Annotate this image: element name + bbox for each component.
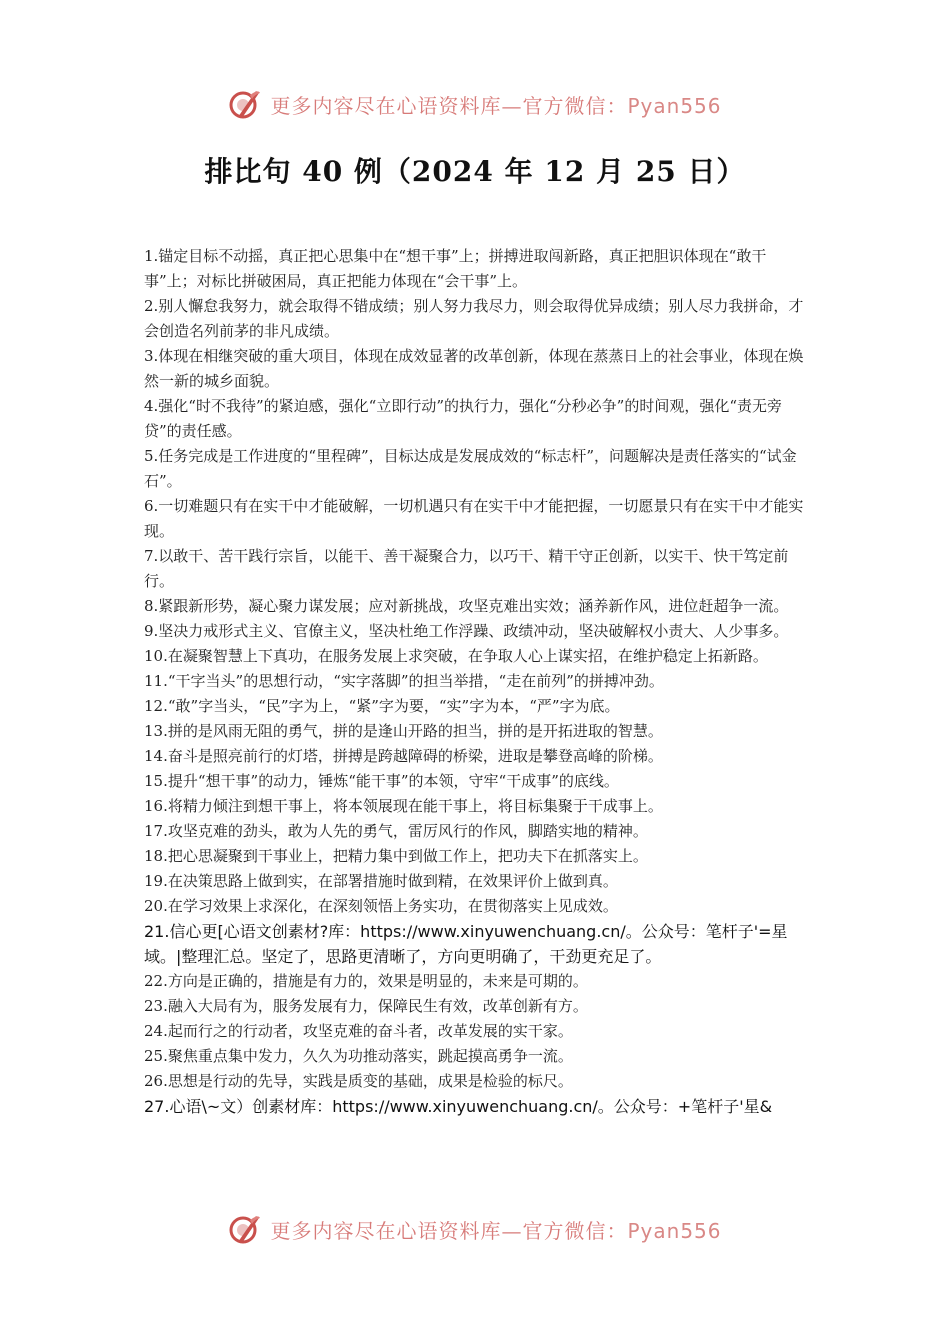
document-body [144,244,814,1119]
list-item: 3.体现在相继突破的重大项目，体现在成效显著的改革创新，体现在蒸蒸日上的社会事业，体现在焕然一新的城乡面貌。 [144,347,804,390]
banner-slogan: 更多内容尽在心语资料库—官方微信： [270,1218,628,1243]
list-item: 23.融入大局有为，服务发展有力，保障民生有效，改革创新有方。 [144,997,588,1015]
banner-slogan: 更多内容尽在心语资料库—官方微信： [270,93,628,118]
list-item: 25.聚焦重点集中发力，久久为功推动落实，跳起摸高勇争一流。 [144,1047,573,1065]
list-item: 7.以敢干、苦干践行宗旨，以能干、善干凝聚合力，以巧干、精干守正创新，以实干、快干笃定前行。 [144,547,789,590]
quill-logo-icon [228,87,262,121]
list-item: 14.奋斗是照亮前行的灯塔，拼搏是跨越障碍的桥梁，进取是攀登高峰的阶梯。 [144,747,663,765]
list-item: 21.信心更[心语文创素材?库：https://www.xinyuwenchuang.cn/。公众号：笔杆子'=星域。|整理汇总。坚定了，思路更清晰了，方向更明确了，干劲更充足了。 [144,922,788,966]
list-item: 4.强化“时不我待”的紧迫感，强化“立即行动”的执行力，强化“分秒必争”的时间观，强化“责无旁贷”的责任感。 [144,397,782,440]
list-item: 22.方向是正确的，措施是有力的，效果是明显的，未来是可期的。 [144,972,588,990]
list-item: 11.“干字当头”的思想行动，“实字落脚”的担当举措，“走在前列”的拼搏冲劲。 [144,672,664,690]
list-item: 9.坚决力戒形式主义、官僚主义，坚决杜绝工作浮躁、政绩冲动，坚决破解权小责大、人少事多。 [144,622,789,640]
list-item: 5.任务完成是工作进度的“里程碑”，目标达成是发展成效的“标志杆”，问题解决是责任落实的“试金石”。 [144,447,797,490]
banner-text [270,1215,721,1244]
list-item: 18.把心思凝聚到干事业上，把精力集中到做工作上，把功夫下在抓落实上。 [144,847,648,865]
wechat-id: Pyan556 [627,93,722,118]
list-item: 26.思想是行动的先导，实践是质变的基础，成果是检验的标尺。 [144,1072,573,1090]
list-item: 8.紧跟新形势，凝心聚力谋发展；应对新挑战，攻坚克难出实效；涵养新作风，进位赶超争一流。 [144,597,789,615]
list-item: 15.提升“想干事”的动力，锤炼“能干事”的本领，守牢“干成事”的底线。 [144,772,619,790]
list-item: 27.心语\~文）创素材库：https://www.xinyuwenchuang.cn/。公众号：+笔杆子'星& [144,1097,773,1116]
wechat-id: Pyan556 [627,1218,722,1243]
list-item: 2.别人懈怠我努力，就会取得不错成绩；别人努力我尽力，则会取得优异成绩；别人尽力我拼命，才会创造名列前茅的非凡成绩。 [144,297,804,340]
banner-text [270,90,721,119]
footer-banner [0,1207,950,1251]
list-item: 19.在决策思路上做到实，在部署措施时做到精，在效果评价上做到真。 [144,872,618,890]
list-item: 24.起而行之的行动者，攻坚克难的奋斗者，改革发展的实干家。 [144,1022,573,1040]
list-item: 16.将精力倾注到想干事上，将本领展现在能干事上，将目标集聚于干成事上。 [144,797,663,815]
quill-logo-icon [228,1212,262,1246]
list-item: 20.在学习效果上求深化，在深刻领悟上务实功，在贯彻落实上见成效。 [144,897,618,915]
page-title: 排比句 40 例（2024 年 12 月 25 日） [204,155,746,188]
list-item: 10.在凝聚智慧上下真功，在服务发展上求突破，在争取人心上谋实招，在维护稳定上拓新路。 [144,647,768,665]
list-item: 6.一切难题只有在实干中才能破解，一切机遇只有在实干中才能把握，一切愿景只有在实干中才能实现。 [144,497,804,540]
list-item: 12.“敢”字当头，“民”字为上，“紧”字为要，“实”字为本，“严”字为底。 [144,697,620,715]
list-item: 1.锚定目标不动摇，真正把心思集中在“想干事”上；拼搏进取闯新路，真正把胆识体现在“敢干事”上；对标比拼破困局，真正把能力体现在“会干事”上。 [144,247,767,290]
list-item: 17.攻坚克难的劲头，敢为人先的勇气，雷厉风行的作风，脚踏实地的精神。 [144,822,648,840]
header-banner [0,82,950,126]
list-item: 13.拼的是风雨无阻的勇气，拼的是逢山开路的担当，拼的是开拓进取的智慧。 [144,722,663,740]
